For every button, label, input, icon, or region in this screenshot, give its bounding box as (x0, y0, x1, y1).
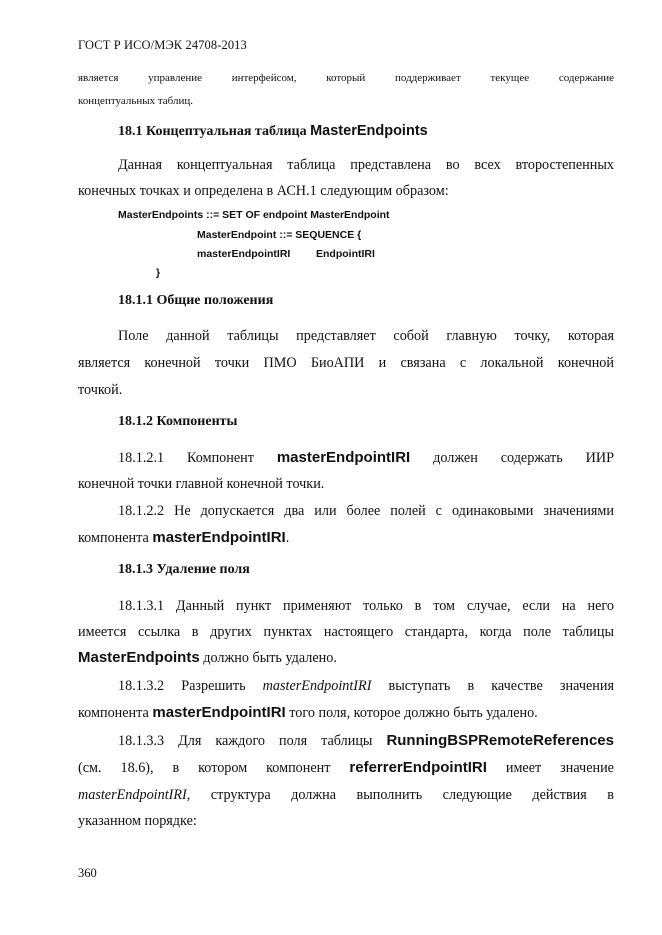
page-number: 360 (78, 866, 97, 880)
section-18-1-3-p2-line-2: компонента masterEndpointIRI того поля, которое должно быть удалено. (78, 704, 538, 721)
section-18-1-3-p2-line-1: 18.1.3.2 Разрешить masterEndpointIRI выступать в качестве значения (118, 678, 614, 694)
section-18-1-3-heading: 18.1.3 Удаление поля (118, 562, 250, 577)
term-master-endpoints: MasterEndpoints (78, 649, 200, 666)
code-line-4: } (156, 267, 161, 279)
section-18-1-2-p1-line-1: 18.1.2.1 Компонент masterEndpointIRI должен содержать ИИР (118, 449, 614, 466)
section-18-1-3-p1-line-1: 18.1.3.1 Данный пункт применяют только в том случае, если на него (118, 598, 614, 614)
heading-term: MasterEndpoints (310, 123, 428, 139)
code-line-1: MasterEndpoints ::= SET OF endpoint MasterEndpoint (118, 209, 390, 221)
code-line-3-field: masterEndpointIRI (197, 248, 291, 260)
section-18-1-3-p1-line-2: имеется ссылка в других пунктах настоящего стандарта, когда поле таблицы (78, 624, 614, 640)
standard-header: ГОСТ Р ИСО/МЭК 24708-2013 (78, 38, 247, 52)
section-18-1-2-p2-line-1: 18.1.2.2 Не допускается два или более полей с одинаковыми значениями (118, 503, 614, 519)
section-18-1-para-line-2: конечных точках и определена в АСН.1 следующим образом: (78, 183, 449, 199)
section-18-1-2-p2-line-2: компонента masterEndpointIRI. (78, 529, 290, 546)
term-master-endpoint-iri: masterEndpointIRI (152, 704, 286, 721)
term-master-endpoint-iri: masterEndpointIRI (276, 449, 411, 466)
section-18-1-1-line-3: точкой. (78, 382, 123, 398)
section-18-1-heading: 18.1 Концептуальная таблица MasterEndpoints (118, 123, 428, 139)
section-18-1-2-heading: 18.1.2 Компоненты (118, 414, 238, 429)
section-18-1-3-p3-line-3: masterEndpointIRI, структура должна выполнить следующие действия в (78, 787, 614, 803)
term-referrer-endpoint-iri: referrerEndpointIRI (349, 759, 487, 776)
intro-line-1: является управление интерфейсом, который поддерживает текущее содержание (78, 72, 614, 84)
section-18-1-1-line-2: является конечной точки ПМО БиоАПИ и связана с локальной конечной (78, 355, 614, 371)
term-running-bsp-remote-references: RunningBSPRemoteReferences (386, 732, 614, 749)
section-18-1-para-line-1: Данная концептуальная таблица представлена во всех второстепенных (118, 157, 614, 173)
section-18-1-3-p3-line-1: 18.1.3.3 Для каждого поля таблицы RunningBSPRemoteReferences (118, 732, 614, 749)
italic-master-endpoint-iri: masterEndpointIRI (262, 678, 372, 694)
code-line-3-type: EndpointIRI (316, 248, 375, 260)
italic-master-endpoint-iri: masterEndpointIRI (78, 787, 187, 803)
section-18-1-3-p3-line-4: указанном порядке: (78, 813, 197, 829)
code-line-2: MasterEndpoint ::= SEQUENCE { (197, 229, 362, 241)
section-18-1-3-p3-line-2: (см. 18.6), в котором компонент referrerEndpointIRI имеет значение (78, 759, 614, 776)
term-master-endpoint-iri: masterEndpointIRI (152, 529, 286, 546)
section-18-1-1-heading: 18.1.1 Общие положения (118, 293, 274, 308)
section-18-1-3-p1-line-3: MasterEndpoints должно быть удалено. (78, 649, 337, 666)
intro-line-2: концептуальных таблиц. (78, 95, 194, 107)
section-18-1-2-p1-line-2: конечной точки главной конечной точки. (78, 476, 325, 492)
section-18-1-1-line-1: Поле данной таблицы представляет собой главную точку, которая (118, 328, 614, 344)
